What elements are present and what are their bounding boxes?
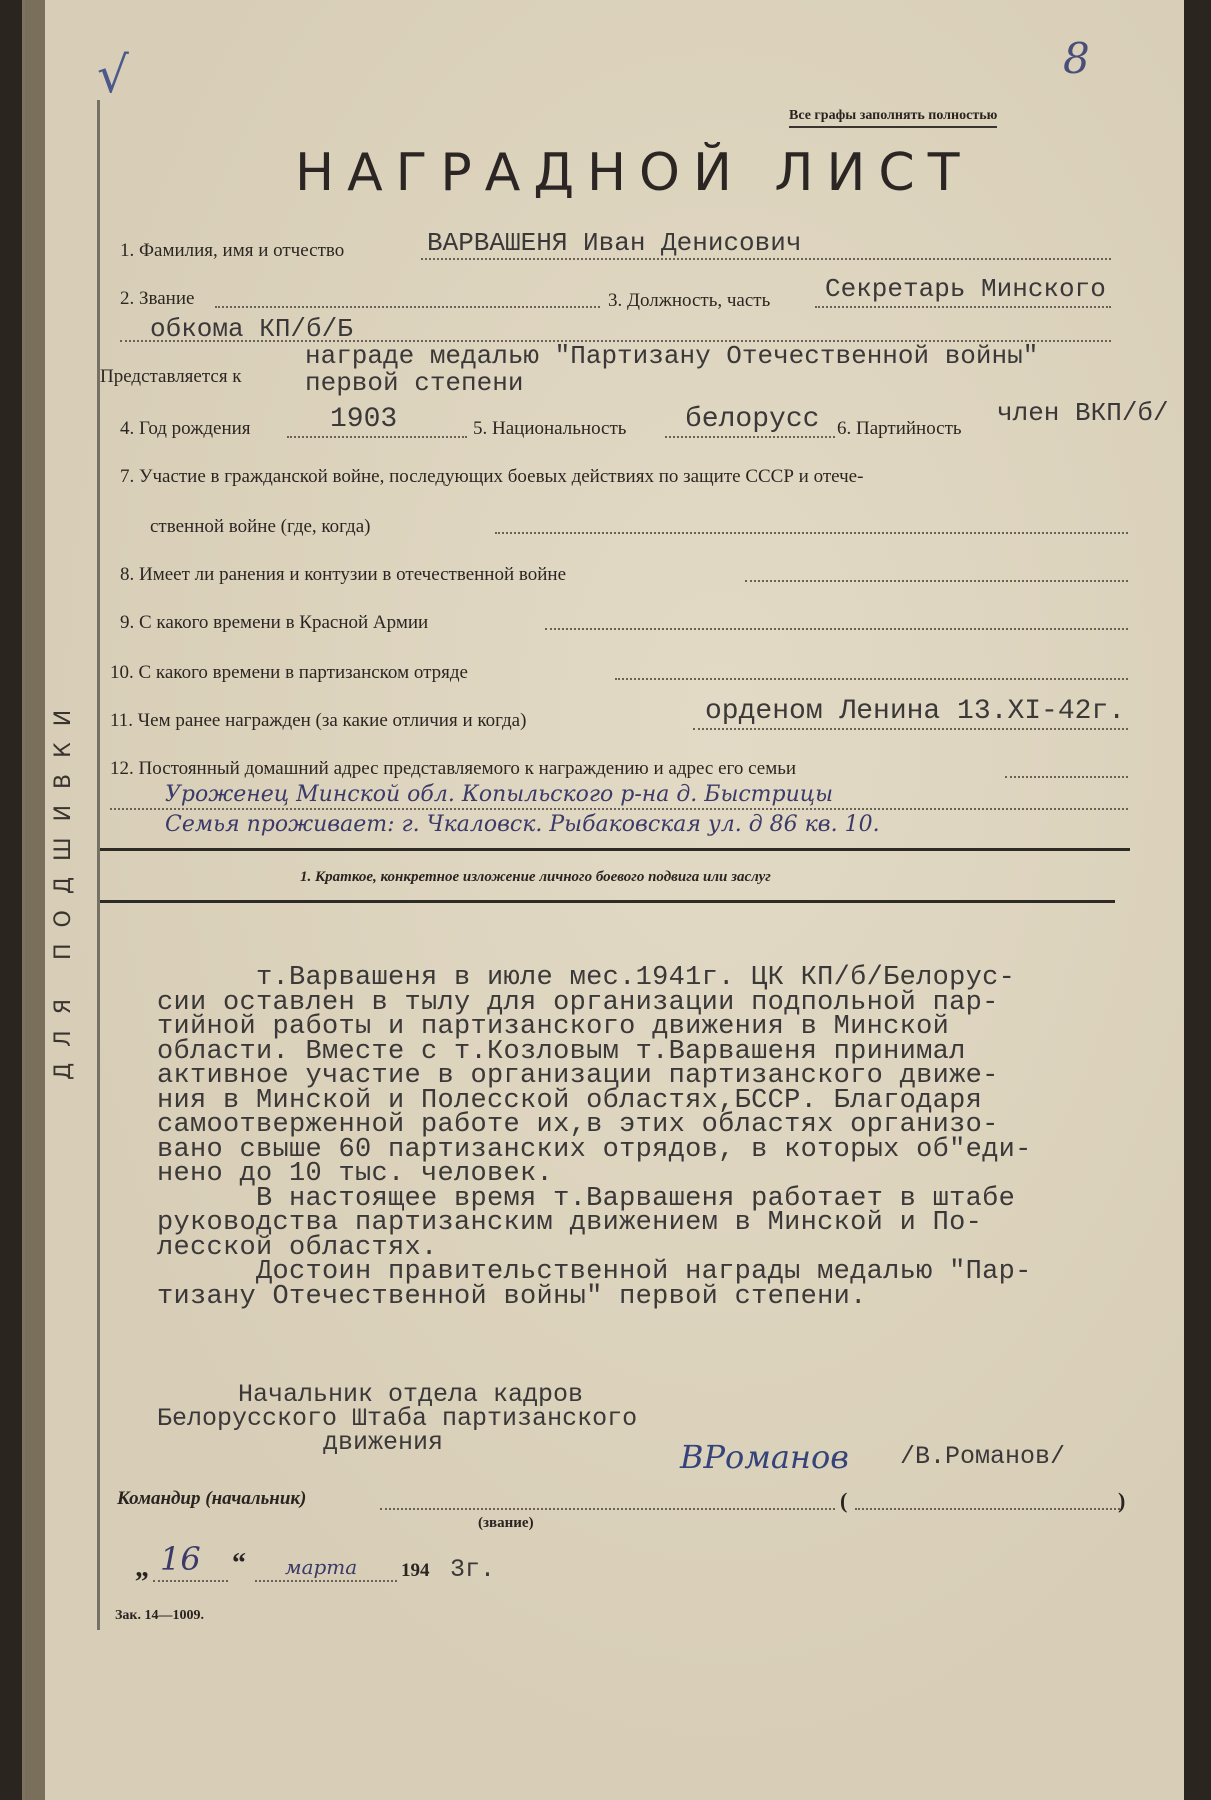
name-close-paren: ) [1118,1488,1126,1513]
narrative-line: нено до 10 тыс. человек. [157,1159,554,1189]
field-2-label: 2. Звание [120,288,195,309]
field-12-rule [100,848,1130,851]
field-6-label: 6. Партийность [837,418,962,439]
handwritten-signature: ВРоманов [680,1438,849,1476]
date-open-quote: „ [135,1552,149,1583]
signatory-position-3: движения [323,1428,444,1457]
field-11-line [693,728,1128,730]
field-12-line [1005,776,1128,778]
narrative-line: т.Варвашеня в июле мес.1941г. ЦК КП/б/Белорус- [157,963,1016,993]
date-year-suffix: 3г. [450,1555,496,1584]
signatory-name: /В.Романов/ [900,1442,1066,1471]
narrative-line: вано свыше 60 партизанских отрядов, в которых об"еди- [157,1134,1032,1165]
field-9-line [545,628,1128,630]
field-1-value: ВАРВАШЕНЯ Иван Денисович [427,228,802,258]
document-title: НАГРАДНОЙ ЛИСТ [295,143,973,203]
field-12-line-2 [110,808,1128,810]
date-month: марта [285,1555,358,1579]
narrative-line: руководства партизанским движением в Минской и По- [157,1208,983,1238]
field-8-line [745,580,1128,582]
name-open-paren: ( [840,1488,848,1513]
narrative-text [157,963,1137,1312]
field-8-label: 8. Имеет ли ранения и контузии в отечественной войне [120,564,567,585]
date-year-prefix: 194 [401,1560,430,1581]
date-month-line [255,1580,397,1582]
presented-label: Представляется к [100,366,242,387]
field-5-line [665,436,835,438]
field-12-label: 12. Постоянный домашний адрес представляемого к награждению и адрес его семьи [110,758,797,779]
rank-label: (звание) [478,1515,534,1531]
narrative-line: ния в Минской и Полесской областях,БССР. Благодаря [157,1085,983,1116]
field-6-value: член ВКП/б/ [997,398,1169,428]
field-11-label: 11. Чем ранее награжден (за какие отличия и когда) [110,710,527,731]
narrative-line: Достоин правительственной награды медалью "Пар- [157,1257,1032,1287]
field-7-label-1: 7. Участие в гражданской войне, последующих боевых действиях по защите СССР и отече- [120,466,864,487]
narrative-line: В настоящее время т.Варвашеня работает в штабе [157,1183,1016,1214]
fill-instruction: Все графы заполнять полностью [789,108,997,128]
narrative-line: самоотверженной работе их,в этих областях организо- [157,1110,999,1140]
date-day: 16 [160,1540,201,1578]
field-11-value: орденом Ленина 13.XI-42г. [705,696,1126,727]
binding-spine [25,0,45,1800]
commander-label: Командир (начальник) [117,1488,307,1509]
presented-value-1: награде медалью "Партизану Отечественной войны" [305,341,1039,371]
field-7-line [495,532,1128,534]
field-5-value: белорусс [685,404,820,435]
narrative-line: тизану Отечественной войны" первой степени. [157,1281,867,1312]
field-2-line [215,306,600,308]
narrative-line: сии оставлен в тылу для организации подпольной пар- [157,987,999,1018]
signatory-position-2: Белорусского Штаба партизанского [157,1404,638,1433]
field-7-label-2: ственной войне (где, когда) [150,516,371,537]
field-1-line [421,258,1111,260]
field-3-value-2: обкома КП/б/Б [150,314,353,344]
narrative-line: лесской областях. [157,1232,438,1263]
field-3-line [815,306,1111,308]
name-line [855,1508,1120,1510]
field-3-label: 3. Должность, часть [608,290,771,311]
field-4-line [287,436,467,438]
field-9-label: 9. С какого времени в Красной Армии [120,612,429,633]
field-10-line [615,678,1128,680]
field-3-value-1: Секретарь Минского [825,274,1106,304]
date-day-line [153,1580,228,1582]
field-12-value-2: Семья проживает: г. Чкаловск. Рыбаковская ул. д 86 кв. 10. [165,812,880,837]
field-1-label: 1. Фамилия, имя и отчество [120,240,345,261]
narrative-line: области. Вместе с т.Козловым т.Варвашеня принимал [157,1036,966,1067]
field-12-value-1: Уроженец Минской обл. Копыльского р-на д. Быстрицы [165,782,834,807]
award-sheet [22,0,1184,1800]
section-heading: 1. Краткое, конкретное изложение личного боевого подвига или заслуг [300,869,771,885]
field-4-label: 4. Год рождения [120,418,251,439]
field-10-label: 10. С какого времени в партизанском отряде [110,662,468,683]
commander-line [380,1508,835,1510]
binding-margin-line [97,100,100,1630]
section-rule [100,900,1115,903]
order-number: Зак. 14—1009. [115,1608,204,1623]
presented-value-2: первой степени [305,368,524,398]
narrative-line: тийной работы и партизанского движения в Минской [157,1012,950,1042]
field-5-label: 5. Национальность [473,418,627,439]
field-4-value: 1903 [330,404,398,435]
narrative-line: активное участие в организации партизанского движе- [157,1061,999,1091]
date-close-quote: “ [232,1548,246,1579]
signatory-position-1: Начальник отдела кадров [238,1380,584,1409]
checkmark: √ [97,46,129,104]
binding-label: ДЛЯ ПОДШИВКИ [51,693,76,1080]
page-number: 8 [1063,34,1090,83]
